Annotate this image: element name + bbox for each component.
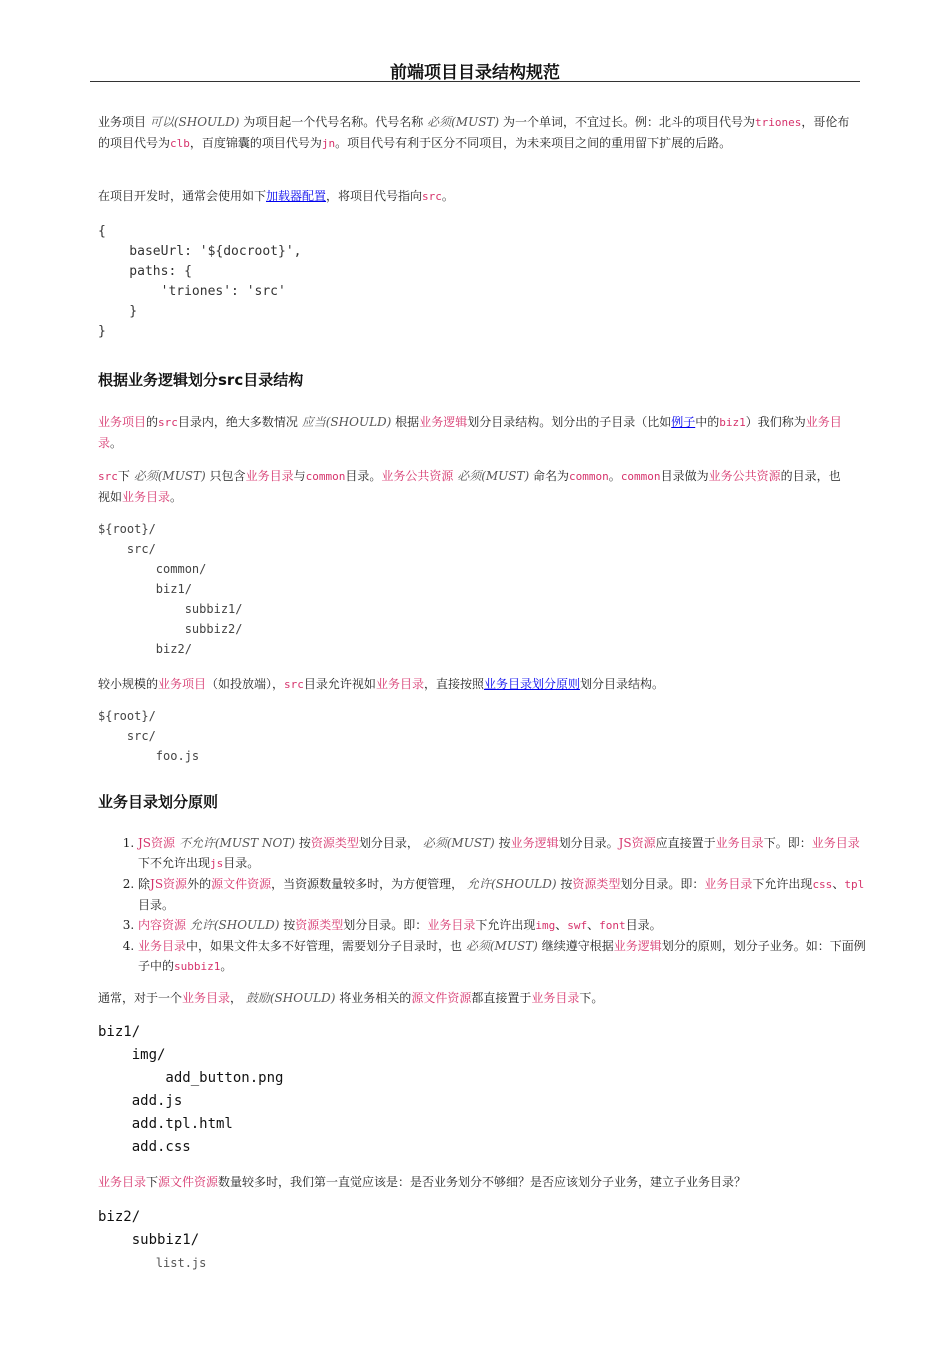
code-line: img/ [98, 1047, 166, 1063]
code-block-src-tree [98, 519, 243, 659]
code-line: add.tpl.html [98, 1116, 233, 1132]
code-line: biz1/ [98, 582, 192, 596]
code-line: add_button.png [98, 1070, 284, 1086]
text: 。 [170, 490, 183, 504]
text: 划分目录。 [558, 836, 619, 850]
code-line: 'triones': 'src' [98, 284, 286, 299]
code-line: } [98, 304, 138, 319]
text: 。项目代号有利于区分不同项目，为未来项目之间的重用留下扩展的后路。 [335, 136, 732, 150]
text: 为项目起一个代号名称。代号名称 [243, 115, 424, 129]
keyword-should: 允许(SHOULD) [466, 877, 557, 891]
code-line: ${root}/ [98, 522, 156, 536]
term: 业务目录 [98, 1175, 147, 1189]
text: （如投放端）， [206, 677, 285, 691]
text: 、 [555, 918, 568, 932]
term: 源文件资源 [411, 991, 472, 1005]
text: 。 [220, 959, 233, 973]
text: 目录。 [138, 898, 175, 912]
principle-list [118, 833, 870, 977]
term: 业务目录 [704, 877, 753, 891]
term: 业务目录 [715, 836, 764, 850]
text: 将业务相关的 [339, 991, 412, 1005]
term: 业务目录 [427, 918, 476, 932]
inline-code: triones [754, 116, 802, 129]
term: JS资源 [138, 836, 176, 850]
code-block-small-tree [98, 706, 199, 766]
page-title: 前端项目目录结构规范 [390, 63, 560, 83]
text: 划分目录结构。划分出的子目录（比如 [467, 415, 672, 429]
list-item [138, 936, 870, 977]
text: ）我们称为 [745, 415, 806, 429]
code-line: subbiz2/ [98, 622, 243, 636]
list-item [138, 833, 870, 874]
text: 下 [117, 469, 130, 483]
text: 为一个单词，不宜过长。例：北斗的项目代号为 [502, 115, 755, 129]
keyword-should: 鼓励(SHOULD) [245, 991, 336, 1005]
paragraph-small-project [98, 674, 850, 695]
inline-code: jn [321, 137, 336, 150]
text: 目录做为 [660, 469, 709, 483]
code-line: biz2/ [98, 642, 192, 656]
term: 业务目录 [531, 991, 580, 1005]
inline-code: common [569, 470, 609, 483]
code-block-biz2-tree [98, 1206, 206, 1275]
keyword-must: 必须(MUST) [133, 469, 206, 483]
text: 划分目录， [358, 836, 419, 850]
keyword-should: 允许(SHOULD) [189, 918, 280, 932]
term: 资源类型 [310, 836, 359, 850]
term: JS资源 [150, 877, 188, 891]
text: 下 [146, 1175, 159, 1189]
text: 除 [138, 877, 151, 891]
text: 。 [441, 189, 454, 203]
list-item [138, 915, 870, 936]
text: 下允许出现 [752, 877, 813, 891]
text: 根据 [395, 415, 420, 429]
text: 划分目录结构。 [579, 677, 664, 691]
paragraph-project-code [98, 112, 850, 154]
term: 内容资源 [138, 918, 187, 932]
term: 源文件资源 [211, 877, 272, 891]
inline-code: subbiz1 [174, 960, 221, 973]
keyword-should: 可以(SHOULD) [149, 115, 240, 129]
text: 划分目录。即： [343, 918, 428, 932]
paragraph-source-files [98, 988, 850, 1008]
text: 按 [283, 918, 296, 932]
text: 下。 [579, 991, 604, 1005]
term: 业务目录 [245, 469, 294, 483]
loader-config-link[interactable]: 加载器配置 [266, 189, 327, 203]
keyword-must: 必须(MUST) [422, 836, 495, 850]
code-line: paths: { [98, 264, 192, 279]
code-line: subbiz1/ [98, 602, 243, 616]
code-line: ${root}/ [98, 709, 156, 723]
term: 业务逻辑 [510, 836, 559, 850]
code-line: } [98, 324, 106, 339]
code-line: biz2/ [98, 1209, 141, 1225]
text: 中，如果文件太多不好管理，需要划分子目录时，也 [186, 939, 463, 953]
example-link[interactable]: 例子 [671, 415, 696, 429]
paragraph-too-many-files [98, 1172, 850, 1192]
inline-code: font [599, 919, 626, 932]
code-line: baseUrl: '${docroot}', [98, 244, 302, 259]
paragraph-src-contents [98, 466, 850, 507]
text: 。 [110, 436, 123, 450]
term: 业务公共资源 [381, 469, 454, 483]
text: ， [230, 991, 243, 1005]
text: 目录允许视如 [303, 677, 376, 691]
text: 下允许出现 [475, 918, 536, 932]
code-line: biz1/ [98, 1024, 141, 1040]
term: 业务目录 [375, 677, 424, 691]
inline-code: clb [170, 137, 190, 150]
text: 较小规模的 [98, 677, 159, 691]
inline-code: css [812, 878, 833, 891]
code-line: add.css [98, 1139, 191, 1155]
text: ，当资源数量较多时，为方便管理， [271, 877, 464, 891]
term: 业务逻辑 [419, 415, 468, 429]
text: 目录内，绝大多数情况 [177, 415, 298, 429]
term: 源文件资源 [158, 1175, 219, 1189]
inline-code: swf [567, 919, 588, 932]
paragraph-business-dir [98, 412, 850, 453]
text: 的 [146, 415, 159, 429]
text: 目录。 [345, 469, 382, 483]
text: 在项目开发时，通常会使用如下 [98, 189, 267, 203]
code-block-biz1-tree [98, 1021, 283, 1159]
text: 外的 [187, 877, 212, 891]
title-underline [90, 81, 860, 82]
text: 按 [498, 836, 511, 850]
keyword-must: 必须(MUST) [457, 469, 530, 483]
code-line: foo.js [98, 749, 200, 763]
term: 业务目录 [98, 415, 842, 450]
text: ，将项目代号指向 [326, 189, 423, 203]
text: 中的 [695, 415, 720, 429]
inline-code: common [305, 470, 346, 483]
term: 业务目录 [182, 991, 231, 1005]
keyword-should: 应当(SHOULD) [301, 415, 392, 429]
text: ，哥伦布的项目代号为 [98, 115, 850, 150]
inline-code: src [284, 678, 304, 691]
text: 与 [293, 469, 306, 483]
text: 继续遵守根据 [541, 939, 614, 953]
text: 数量较多时，我们第一直觉应该是：是否业务划分不够细？是否应该划分子业务，建立子业务目录？ [218, 1175, 747, 1189]
section-heading-src-structure: 根据业务逻辑划分src目录结构 [98, 371, 304, 389]
text: 下。即： [763, 836, 812, 850]
text: 划分目录。即： [620, 877, 705, 891]
paragraph-loader-config [98, 186, 850, 207]
text: 命名为 [533, 469, 570, 483]
text: 。 [608, 469, 621, 483]
text: 的目录，也视如 [98, 469, 841, 504]
code-line: add.js [98, 1093, 183, 1109]
keyword-must-not: 不允许(MUST NOT) [178, 836, 296, 850]
term: JS资源 [618, 836, 656, 850]
term: 业务项目 [98, 415, 147, 429]
section-heading-division-principle: 业务目录划分原则 [98, 793, 219, 811]
keyword-must: 必须(MUST) [465, 939, 538, 953]
inline-code: src [158, 416, 178, 429]
text: 目录。 [625, 918, 662, 932]
text: 都直接置于 [471, 991, 532, 1005]
term: 资源类型 [295, 918, 344, 932]
code-line: list.js [98, 1256, 207, 1270]
code-block-loader-config [98, 222, 302, 342]
text: 下不允许出现 [138, 856, 211, 870]
text: ，百度锦囊的项目代号为 [189, 136, 322, 150]
division-principle-link[interactable]: 业务目录划分原则 [483, 677, 580, 691]
list-item [138, 874, 870, 915]
inline-code: src [422, 190, 442, 203]
code-line: src/ [98, 729, 156, 743]
text: 应直接置于 [655, 836, 716, 850]
inline-code: biz1 [719, 416, 746, 429]
text: 只包含 [209, 469, 246, 483]
inline-code: tpl [844, 878, 865, 891]
text: 按 [560, 877, 573, 891]
term: 业务目录 [122, 490, 171, 504]
term: 业务目录 [138, 939, 187, 953]
inline-code: img [535, 919, 556, 932]
term: 资源类型 [572, 877, 621, 891]
code-line: src/ [98, 542, 156, 556]
inline-code: src [98, 470, 118, 483]
text: 划分的原则，划分子业务。如：下面例子中的 [138, 939, 866, 973]
code-line: { [98, 224, 106, 239]
inline-code: common [620, 470, 661, 483]
text: ，直接按照 [423, 677, 484, 691]
text: 业务项目 [98, 115, 147, 129]
term: 业务逻辑 [613, 939, 662, 953]
term: 业务公共资源 [708, 469, 781, 483]
text: 目录。 [223, 856, 260, 870]
inline-code: js [210, 857, 224, 870]
text: 、 [832, 877, 845, 891]
term: 业务目录 [811, 836, 860, 850]
text: 、 [587, 918, 600, 932]
text: 按 [298, 836, 311, 850]
text: 通常，对于一个 [98, 991, 183, 1005]
code-line: common/ [98, 562, 207, 576]
code-line: subbiz1/ [98, 1232, 200, 1248]
keyword-must: 必须(MUST) [427, 115, 500, 129]
term: 业务项目 [158, 677, 207, 691]
